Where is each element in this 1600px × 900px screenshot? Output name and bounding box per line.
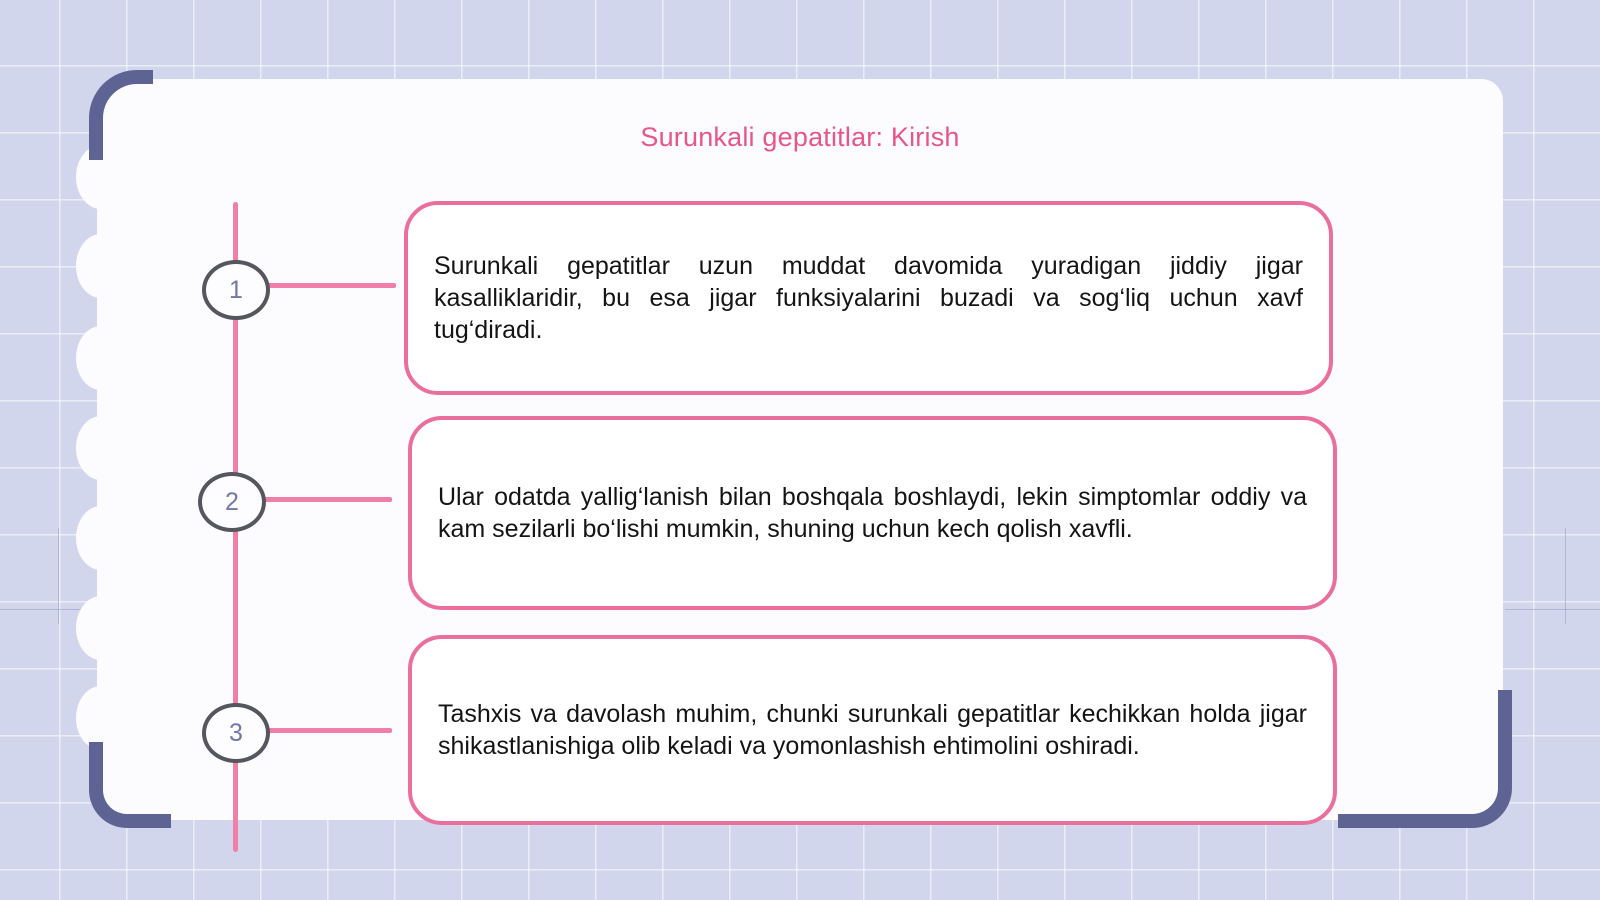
step-card-1 xyxy=(404,201,1333,395)
step-card-2 xyxy=(408,416,1337,610)
paper-edge-bump xyxy=(76,234,126,298)
paper-edge-bump xyxy=(76,506,126,570)
step-text-1: Surunkali gepatitlar uzun muddat davomida yuradigan jiddiy jigar kasalliklaridir, bu esa jigar funksiyalarini buzadi va sog‘liq uchun xavf tug‘diradi. xyxy=(434,252,1303,344)
corner-bracket-bottom-left xyxy=(89,742,171,828)
step-text-3: Tashxis va davolash muhim, chunki surunkali gepatitlar kechikkan holda jigar shikastlanishiga olib keladi va yomonlashish ehtimolini oshiradi. xyxy=(438,700,1307,760)
step-number-1: 1 xyxy=(202,260,270,320)
paper-edge-bump xyxy=(76,686,126,750)
paper-edge-bump xyxy=(76,416,126,480)
timeline-connector-2 xyxy=(262,497,392,502)
step-number-2: 2 xyxy=(198,472,266,532)
background-mark xyxy=(1505,609,1600,610)
step-number-3: 3 xyxy=(202,703,270,763)
timeline-connector-1 xyxy=(266,283,396,288)
corner-bracket-bottom-right xyxy=(1338,690,1512,828)
timeline-connector-3 xyxy=(266,728,392,733)
slide-title: Surunkali gepatitlar: Kirish xyxy=(640,122,960,152)
paper-edge-bump xyxy=(76,596,126,660)
corner-bracket-top-left xyxy=(89,70,153,160)
paper-edge-bump xyxy=(76,326,126,390)
step-text-2: Ular odatda yallig‘lanish bilan boshqala boshlaydi, lekin simptomlar oddiy va kam sezilarli bo‘lishi mumkin, shuning uchun kech qolish xavfli. xyxy=(438,483,1307,543)
step-card-3 xyxy=(408,635,1337,825)
